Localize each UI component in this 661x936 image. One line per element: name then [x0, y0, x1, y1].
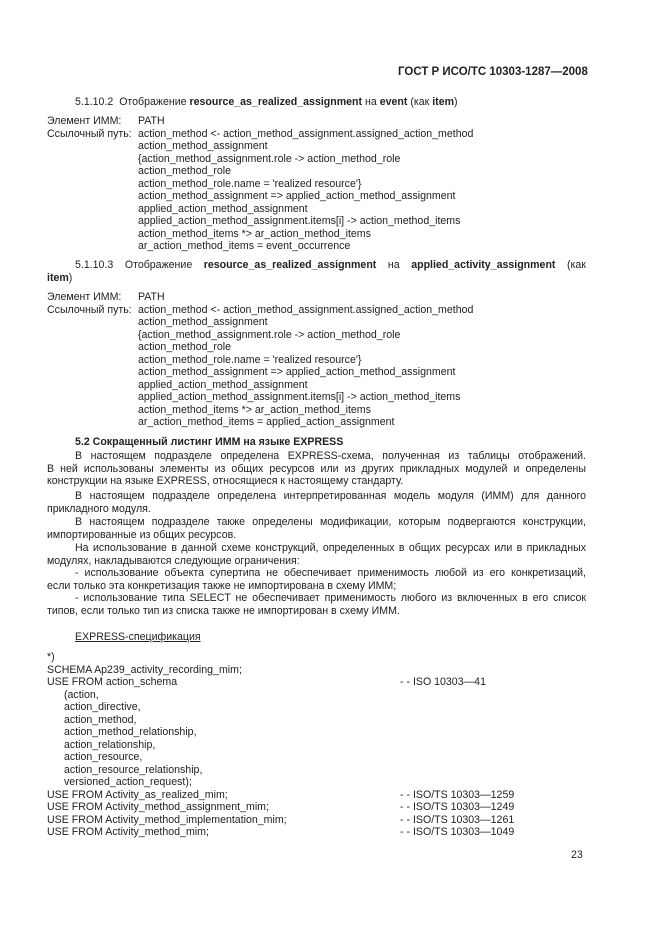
- path-line: action_method <- action_method_assignment.assigned_action_method: [138, 303, 474, 316]
- path-line: action_method_assignment => applied_action_method_assignment: [138, 366, 456, 378]
- section-text: на: [387, 259, 400, 271]
- paragraph-line: В ней использованы элементы из общих ресурсов или из других прикладных модулей и определены: [47, 462, 586, 475]
- section-text: Отображение: [119, 96, 187, 108]
- paragraph-line: - использование типа SELECT не обеспечивает применимость любого из включенных в его список: [75, 592, 586, 604]
- entity-name: resource_as_realized_assignment: [189, 96, 363, 108]
- paragraph-line: В настоящем подразделе определена EXPRESS-схема, полученная из таблицы отображений.: [75, 450, 586, 462]
- imported-item: action_method,: [64, 713, 137, 726]
- path-line: {action_method_assignment.role -> action_method_role: [138, 328, 401, 341]
- paragraph-line: импортированные из общих ресурсов.: [47, 528, 237, 541]
- path-line: action_method_role.name = 'realized resource'}: [138, 177, 362, 190]
- use-from-statement: USE FROM Activity_method_mim;: [47, 826, 209, 838]
- mim-element-label: Элемент ИММ:: [47, 115, 122, 127]
- iso-reference: - - ISO 10303—41: [400, 676, 486, 688]
- use-from-statement: USE FROM Activity_method_assignment_mim;: [47, 801, 269, 813]
- section-text: Отображение: [124, 259, 193, 271]
- imported-item: (action,: [64, 688, 99, 701]
- iso-reference: - - ISO/TS 10303—1261: [400, 813, 515, 826]
- page-number: 23: [571, 849, 583, 861]
- kind-name: item: [47, 271, 69, 284]
- path-line: action_method_assignment => applied_action_method_assignment: [138, 190, 456, 202]
- path-line: applied_action_method_assignment: [138, 378, 308, 391]
- path-line: ar_action_method_items = event_occurrence: [138, 240, 351, 252]
- section-heading-5-1-10-2: [75, 96, 458, 109]
- section-text: на: [365, 96, 377, 108]
- path-line: applied_action_method_assignment: [138, 202, 308, 215]
- section-text: ): [454, 96, 458, 108]
- reference-path-label: Ссылочный путь:: [47, 127, 132, 140]
- section-text: (как: [567, 259, 586, 271]
- path-line: ar_action_method_items = applied_action_assignment: [138, 416, 395, 428]
- path-line: action_method_assignment: [138, 140, 268, 152]
- mim-element-label: Элемент ИММ:: [47, 291, 122, 303]
- section-heading-continuation: [47, 272, 72, 285]
- section-number: 5.1.10.2: [75, 96, 114, 108]
- path-line: action_method_items *> ar_action_method_items: [138, 227, 371, 240]
- paragraph-line: типов, если только тип из списка также не импортирован в схему ИММ.: [47, 604, 400, 617]
- use-from-statement: USE FROM Activity_as_realized_mim;: [47, 788, 228, 801]
- path-line: action_method_assignment: [138, 316, 268, 328]
- section-heading-5-1-10-3: [75, 259, 586, 272]
- path-line: action_method_role: [138, 341, 232, 353]
- path-line: {action_method_assignment.role -> action_method_role: [138, 152, 401, 165]
- section-number: 5.1.10.3: [75, 259, 114, 271]
- use-from-statement: USE FROM action_schema: [47, 676, 178, 688]
- target-name: applied_activity_assignment: [411, 259, 556, 271]
- paragraph-line: прикладного модуля.: [47, 502, 151, 515]
- imported-item: versioned_action_request);: [64, 776, 192, 788]
- paragraph-line: если только эта конкретизация также не импортирована в схему ИММ;: [47, 579, 397, 592]
- mim-element-value: PATH: [138, 291, 165, 303]
- reference-path-label: Ссылочный путь:: [47, 303, 132, 316]
- section-text: (как: [410, 96, 430, 108]
- iso-reference: - - ISO/TS 10303—1049: [400, 826, 515, 838]
- imported-item: action_resource,: [64, 751, 143, 763]
- imported-item: action_directive,: [64, 701, 141, 713]
- target-name: event: [379, 96, 408, 108]
- paragraph-line: - использование объекта супертипа не обеспечивает применимость любой из его конкретизаций,: [75, 567, 586, 579]
- section-text: ): [68, 271, 73, 284]
- document-header: ГОСТ Р ИСО/ТС 10303-1287—2008: [398, 66, 588, 78]
- kind-name: item: [432, 96, 455, 108]
- imported-item: action_relationship,: [64, 738, 156, 751]
- paragraph-line: конструкции на языке EXPRESS, относящиеся к настоящему стандарту.: [47, 475, 404, 487]
- imported-item: action_method_relationship,: [64, 726, 197, 738]
- paragraph-line: В настоящем подразделе также определены модификации, которым подвергаются конструкции,: [75, 516, 586, 528]
- express-spec-title: EXPRESS-спецификация: [75, 631, 201, 643]
- use-from-statement: USE FROM Activity_method_implementation_mim;: [47, 813, 287, 826]
- section-heading-5-2: 5.2 Сокращенный листинг ИММ на языке EXPRESS: [75, 436, 344, 448]
- paragraph-line: В настоящем подразделе определена интерпретированная модель модуля (ИММ) для данного: [75, 490, 586, 502]
- path-line: action_method_role.name = 'realized resource'}: [138, 353, 362, 366]
- entity-name: resource_as_realized_assignment: [203, 259, 377, 271]
- paragraph-line: модулях, накладываются следующие ограничения:: [47, 554, 300, 567]
- path-line: applied_action_method_assignment.items[i] -> action_method_items: [138, 215, 461, 227]
- path-line: applied_action_method_assignment.items[i] -> action_method_items: [138, 391, 461, 403]
- iso-reference: - - ISO/TS 10303—1259: [400, 788, 515, 801]
- imported-item: action_resource_relationship,: [64, 763, 203, 776]
- path-line: action_method_items *> ar_action_method_items: [138, 403, 371, 416]
- express-open-marker: *): [47, 651, 55, 663]
- mim-element-value: PATH: [138, 115, 165, 127]
- paragraph-line: На использование в данной схеме конструкций, определенных в общих ресурсах или в прикладных: [75, 542, 586, 554]
- schema-declaration: SCHEMA Ap239_activity_recording_mim;: [47, 663, 242, 676]
- iso-reference: - - ISO/TS 10303—1249: [400, 801, 515, 813]
- path-line: action_method <- action_method_assignment.assigned_action_method: [138, 127, 474, 140]
- path-line: action_method_role: [138, 165, 232, 177]
